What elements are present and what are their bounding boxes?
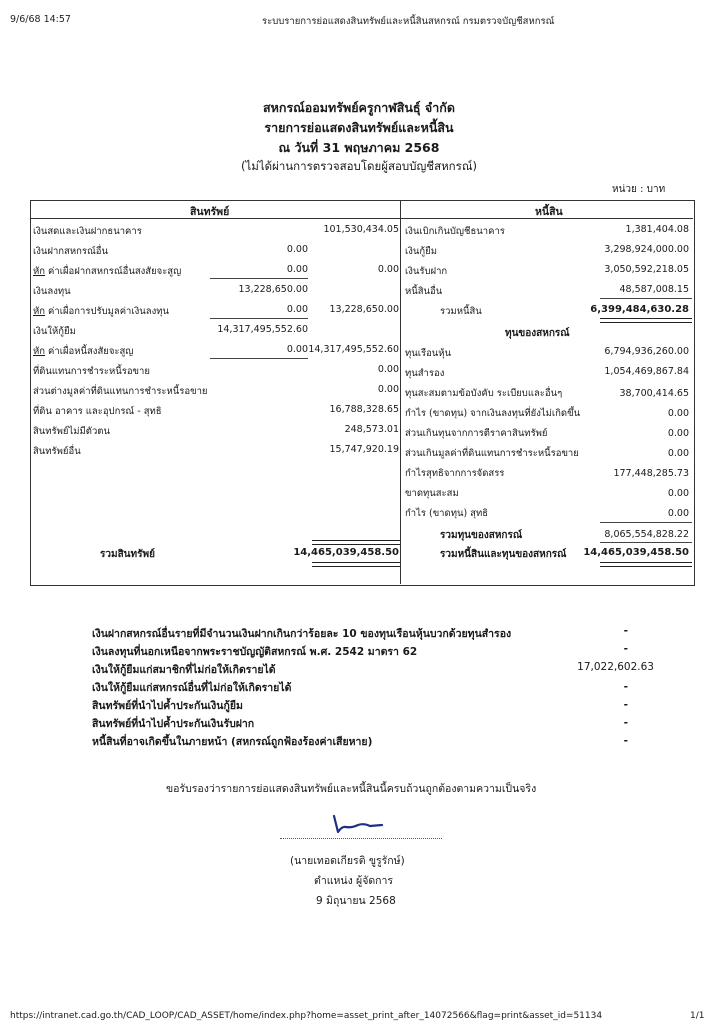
assets-total-value: 14,465,039,458.50 <box>293 547 399 558</box>
asset-label: เงินให้กู้ยืม <box>33 326 76 337</box>
equity-label: ทุนเรือนหุ้น <box>405 348 452 359</box>
org-name: สหกรณ์ออมทรัพย์ครูกาฬสินธุ์ จำกัด <box>263 100 455 115</box>
equity-value: 38,700,414.65 <box>619 388 689 399</box>
equity-value: 1,054,469,867.84 <box>604 366 689 377</box>
equity-value: 0.00 <box>667 448 689 459</box>
deduct-prefix: หัก <box>33 346 46 357</box>
note-label: หนี้สินที่อาจเกิดขึ้นในภายหน้า (สหกรณ์ถูกฟ้องร้องค่าเสียหาย) <box>92 736 373 748</box>
underline <box>600 542 692 543</box>
asset-label: สินทรัพย์ไม่มีตัวตน <box>33 426 110 437</box>
asset-col2: 14,317,495,552.60 <box>308 344 399 355</box>
asset-label: สินทรัพย์อื่น <box>33 446 81 457</box>
report-title: รายการย่อแสดงสินทรัพย์และหนี้สิน <box>264 120 454 135</box>
equity-value: 0.00 <box>667 408 689 419</box>
asset-col2: 0.00 <box>377 364 399 375</box>
header-divider <box>31 218 693 219</box>
liability-label: เงินเบิกเกินบัญชีธนาคาร <box>405 226 505 237</box>
equity-label: ส่วนเกินทุนจากการตีราคาสินทรัพย์ <box>405 428 548 439</box>
note-label: สินทรัพย์ที่นำไปค้ำประกันเงินกู้ยืม <box>92 700 243 712</box>
print-url[interactable]: https://intranet.cad.go.th/CAD_LOOP/CAD_ASSET/home/index.php?home=asset_print_after_14072566&flag=print&asset_id=51134 <box>10 1011 603 1021</box>
underline <box>600 298 692 299</box>
signature-mark <box>330 812 390 836</box>
asset-label-row <box>33 304 169 319</box>
audit-note: (ไม่ได้ผ่านการตรวจสอบโดยผู้สอบบัญชีสหกรณ์) <box>241 159 477 173</box>
equity-value: 6,794,936,260.00 <box>604 346 689 357</box>
liabilities-heading: หนี้สิน <box>535 206 563 218</box>
equity-value: 0.00 <box>667 488 689 499</box>
certification-statement: ขอรับรองว่ารายการย่อแสดงสินทรัพย์และหนี้สินนี้ครบถ้วนถูกต้องตามความเป็นจริง <box>166 783 537 795</box>
asset-col2: 0.00 <box>377 384 399 395</box>
liabilities-total-label: รวมหนี้สิน <box>440 306 482 317</box>
equity-total-value: 8,065,554,828.22 <box>604 529 689 540</box>
column-divider <box>400 201 401 584</box>
deduct-prefix: หัก <box>33 306 46 317</box>
asset-col2: 101,530,434.05 <box>323 224 399 235</box>
asset-col1: 0.00 <box>286 344 308 355</box>
asset-label: เงินฝากสหกรณ์อื่น <box>33 246 108 257</box>
sign-date: 9 มิถุนายน 2568 <box>316 895 396 907</box>
asset-label-row <box>33 264 181 279</box>
note-label: เงินให้กู้ยืมแก่สมาชิกที่ไม่ก่อให้เกิดรายได้ <box>92 664 276 676</box>
asset-col1: 0.00 <box>286 304 308 315</box>
note-value: - <box>623 699 628 711</box>
system-title: ระบบรายการย่อแสดงสินทรัพย์และหนี้สินสหกรณ์ กรมตรวจบัญชีสหกรณ์ <box>262 16 555 27</box>
grand-total-value: 14,465,039,458.50 <box>583 547 689 558</box>
underline <box>210 318 308 319</box>
equity-label: กำไร (ขาดทุน) จากเงินลงทุนที่ยังไม่เกิดขึ้น <box>405 408 581 419</box>
equity-label: ขาดทุนสะสม <box>405 488 459 499</box>
note-label: เงินฝากสหกรณ์อื่นรายที่มีจำนวนเงินฝากเกินกว่าร้อยละ 10 ของทุนเรือนหุ้นบวกด้วยทุนสำรอง <box>92 628 512 640</box>
unit-label: หน่วย : บาท <box>612 184 666 195</box>
asset-total-rule <box>312 540 400 545</box>
underline <box>600 522 692 523</box>
asset-col1: 13,228,650.00 <box>238 284 308 295</box>
equity-label: ทุนสะสมตามข้อบังคับ ระเบียบและอื่นๆ <box>405 388 563 399</box>
asset-col2: 248,573.01 <box>344 424 399 435</box>
underline <box>210 358 308 359</box>
equity-total-label: รวมทุนของสหกรณ์ <box>440 530 523 541</box>
signer-name: (นายเทอดเกียรติ ขูรูรักษ์) <box>290 855 405 867</box>
asset-label: ส่วนต่างมูลค่าที่ดินแทนการชำระหนี้รอขาย <box>33 386 208 397</box>
asset-label: ค่าเผื่อฝากสหกรณ์อื่นสงสัยจะสูญ <box>48 266 182 277</box>
note-value: - <box>623 717 628 729</box>
grand-total-double-underline <box>600 562 692 567</box>
assets-total-label: รวมสินทรัพย์ <box>100 549 155 560</box>
asset-label: ค่าเผื่อการปรับมูลค่าเงินลงทุน <box>48 306 169 317</box>
equity-label: ส่วนเกินมูลค่าที่ดินแทนการชำระหนี้รอขาย <box>405 448 579 459</box>
equity-value: 177,448,285.73 <box>613 468 689 479</box>
note-label: เงินให้กู้ยืมแก่สหกรณ์อื่นที่ไม่ก่อให้เกิดรายได้ <box>92 682 292 694</box>
deduct-prefix: หัก <box>33 266 46 277</box>
asset-label: ค่าเผื่อหนี้สงสัยจะสูญ <box>48 346 134 357</box>
asset-col2: 13,228,650.00 <box>329 304 399 315</box>
liabilities-total-value: 6,399,484,630.28 <box>590 304 689 315</box>
signature-line <box>280 838 442 839</box>
liabilities-total-double-underline <box>600 318 692 323</box>
asset-label: ที่ดินแทนการชำระหนี้รอขาย <box>33 366 150 377</box>
equity-label: ทุนสำรอง <box>405 368 445 379</box>
asset-col2: 0.00 <box>377 264 399 275</box>
equity-heading: ทุนของสหกรณ์ <box>505 328 570 339</box>
asset-label: เงินลงทุน <box>33 286 71 297</box>
note-label: เงินลงทุนที่นอกเหนือจากพระราชบัญญัติสหกรณ์ พ.ศ. 2542 มาตรา 62 <box>92 646 418 658</box>
underline <box>210 278 308 279</box>
note-value: - <box>623 625 628 637</box>
equity-label: กำไรสุทธิจากการจัดสรร <box>405 468 505 479</box>
note-value: 17,022,602.63 <box>577 661 654 673</box>
liability-value: 1,381,404.08 <box>625 224 689 235</box>
asset-col1: 0.00 <box>286 264 308 275</box>
asset-total-double-underline <box>312 562 400 567</box>
liability-label: เงินกู้ยืม <box>405 246 437 257</box>
liability-value: 3,050,592,218.05 <box>604 264 689 275</box>
liability-value: 3,298,924,000.00 <box>604 244 689 255</box>
equity-label: กำไร (ขาดทุน) สุทธิ <box>405 508 489 519</box>
asset-col2: 15,747,920.19 <box>329 444 399 455</box>
asset-label: เงินสดและเงินฝากธนาคาร <box>33 226 142 237</box>
note-value: - <box>623 735 628 747</box>
note-value: - <box>623 643 628 655</box>
asset-col1: 14,317,495,552.60 <box>217 324 308 335</box>
assets-heading: สินทรัพย์ <box>190 206 230 218</box>
grand-total-label: รวมหนี้สินและทุนของสหกรณ์ <box>440 549 567 560</box>
liability-value: 48,587,008.15 <box>619 284 689 295</box>
asset-label-row <box>33 344 133 359</box>
report-date: ณ วันที่ 31 พฤษภาคม 2568 <box>278 140 440 155</box>
asset-col2: 16,788,328.65 <box>329 404 399 415</box>
equity-value: 0.00 <box>667 428 689 439</box>
page-number: 1/1 <box>690 1011 705 1021</box>
note-label: สินทรัพย์ที่นำไปค้ำประกันเงินรับฝาก <box>92 718 255 730</box>
liability-label: เงินรับฝาก <box>405 266 448 277</box>
signer-position: ตำแหน่ง ผู้จัดการ <box>314 875 394 887</box>
print-timestamp: 9/6/68 14:57 <box>10 14 71 25</box>
note-value: - <box>623 681 628 693</box>
asset-col1: 0.00 <box>286 244 308 255</box>
equity-value: 0.00 <box>667 508 689 519</box>
asset-label: ที่ดิน อาคาร และอุปกรณ์ - สุทธิ <box>33 406 162 417</box>
liability-label: หนี้สินอื่น <box>405 286 443 297</box>
